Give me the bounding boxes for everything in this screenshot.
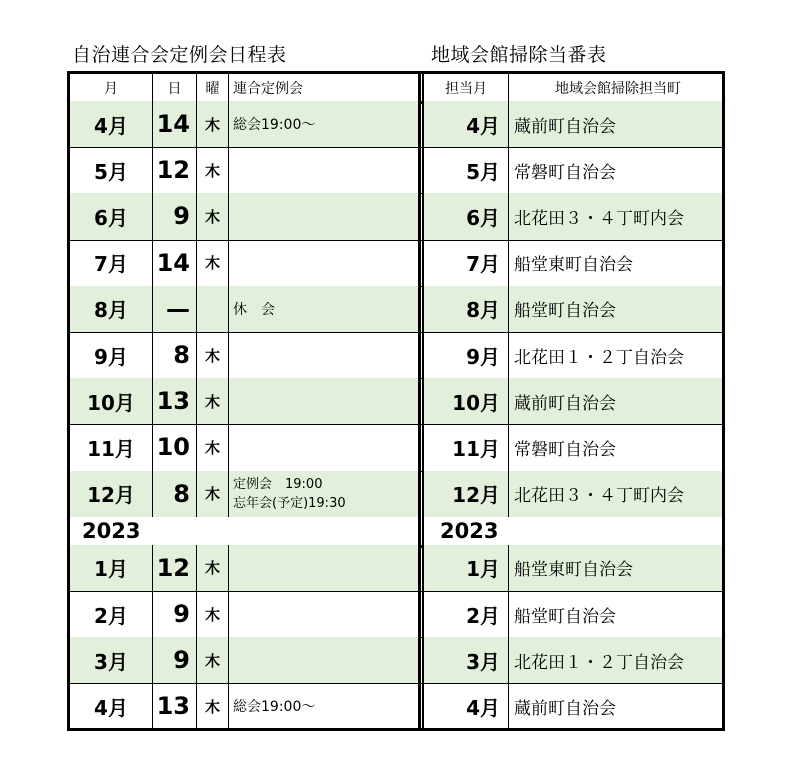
day-cell: 14 xyxy=(152,101,196,147)
weekday-cell: 木 xyxy=(196,637,228,683)
event-cell: 総会19:00～ xyxy=(228,101,418,147)
day-cell: 10 xyxy=(152,424,196,470)
duty-town-cell: 蔵前町自治会 xyxy=(508,101,722,147)
month-cell: 3月 xyxy=(70,637,152,683)
weekday-cell: 木 xyxy=(196,424,228,470)
day-cell: — xyxy=(152,286,196,332)
duty-town-cell: 北花田３・４丁町内会 xyxy=(508,193,722,239)
day-cell: 13 xyxy=(152,378,196,424)
month-cell: 4月 xyxy=(70,101,152,147)
table-row xyxy=(70,240,722,287)
duty-month-cell: 12月 xyxy=(424,471,508,517)
table-row xyxy=(70,286,722,333)
day-cell: 12 xyxy=(152,147,196,193)
weekday-cell: 木 xyxy=(196,471,228,517)
weekday-cell: 木 xyxy=(196,545,228,591)
header-month: 月 xyxy=(104,80,118,97)
table-row xyxy=(70,378,722,425)
year-label-right: 2023 xyxy=(440,518,499,543)
duty-month-cell: 10月 xyxy=(424,378,508,424)
day-cell: 9 xyxy=(152,193,196,239)
event-cell xyxy=(228,471,418,517)
weekday-cell: 木 xyxy=(196,683,228,729)
duty-town-cell: 船堂町自治会 xyxy=(508,286,722,332)
duty-month-cell: 8月 xyxy=(424,286,508,332)
month-cell: 4月 xyxy=(94,695,128,720)
day-cell: 13 xyxy=(152,683,196,729)
weekday-cell: 木 xyxy=(196,378,228,424)
event-cell xyxy=(228,424,418,470)
month-cell: 1月 xyxy=(70,545,152,591)
table-row xyxy=(70,332,722,379)
month-cell: 9月 xyxy=(94,344,128,369)
schedule-title: 自治連合会定例会日程表 xyxy=(72,44,287,66)
month-cell: 12月 xyxy=(70,471,152,517)
month-cell: 8月 xyxy=(70,286,152,332)
schedule-table xyxy=(67,71,725,731)
month-cell: 11月 xyxy=(87,436,135,461)
month-cell: 7月 xyxy=(94,252,128,277)
table-row xyxy=(70,683,722,730)
duty-month-cell: 2月 xyxy=(466,603,500,628)
event-cell xyxy=(228,545,418,591)
event-cell xyxy=(228,378,418,424)
event-cell: 総会19:00～ xyxy=(228,683,418,729)
duty-month-cell: 1月 xyxy=(424,545,508,591)
event-cell xyxy=(228,240,418,286)
day-cell: 12 xyxy=(152,545,196,591)
table-row xyxy=(70,471,722,518)
day-cell: 9 xyxy=(152,591,196,637)
month-cell: 10月 xyxy=(70,378,152,424)
duty-town-cell: 船堂東町自治会 xyxy=(508,545,722,591)
duty-town-cell: 船堂東町自治会 xyxy=(508,240,722,286)
duty-month-cell: 11月 xyxy=(452,436,500,461)
event-line-1: 定例会 19:00 xyxy=(233,476,323,492)
header-duty-month: 担当月 xyxy=(445,80,487,97)
event-cell xyxy=(228,332,418,378)
header-weekday: 曜 xyxy=(196,74,228,101)
event-cell xyxy=(228,193,418,239)
day-cell: 8 xyxy=(152,332,196,378)
month-cell: 6月 xyxy=(70,193,152,239)
event-line-2: 忘年会(予定)19:30 xyxy=(233,495,346,511)
event-cell: 休 会 xyxy=(228,286,418,332)
duty-town-cell: 船堂町自治会 xyxy=(508,591,722,637)
weekday-cell: 木 xyxy=(196,101,228,147)
table-row xyxy=(70,637,722,684)
table-row xyxy=(70,193,722,240)
duty-month-cell: 9月 xyxy=(466,344,500,369)
table-row xyxy=(70,424,722,471)
duty-town-cell: 北花田１・２丁自治会 xyxy=(508,332,722,378)
day-cell: 9 xyxy=(152,637,196,683)
header-duty-town: 地域会館掃除担当町 xyxy=(508,74,722,101)
day-cell: 8 xyxy=(152,471,196,517)
cleaning-duty-title: 地域会館掃除当番表 xyxy=(431,44,607,66)
duty-town-cell: 常磐町自治会 xyxy=(508,147,722,193)
month-cell: 5月 xyxy=(94,159,128,184)
year-label-left: 2023 xyxy=(82,518,141,543)
duty-month-cell: 3月 xyxy=(424,637,508,683)
header-day: 日 xyxy=(152,74,196,101)
event-cell xyxy=(228,591,418,637)
weekday-cell: 木 xyxy=(196,147,228,193)
duty-month-cell: 4月 xyxy=(466,695,500,720)
month-cell: 2月 xyxy=(94,603,128,628)
day-cell: 14 xyxy=(152,240,196,286)
event-cell xyxy=(228,637,418,683)
duty-month-cell: 4月 xyxy=(424,101,508,147)
event-cell xyxy=(228,147,418,193)
duty-month-cell: 5月 xyxy=(466,159,500,184)
duty-town-cell: 北花田１・２丁自治会 xyxy=(508,637,722,683)
table-row xyxy=(70,591,722,638)
table-row xyxy=(70,101,722,148)
header-event: 連合定例会 xyxy=(228,74,418,101)
year-separator-row xyxy=(70,517,722,548)
weekday-cell xyxy=(196,286,228,332)
duty-town-cell: 北花田３・４丁町内会 xyxy=(508,471,722,517)
table-header xyxy=(70,74,722,104)
duty-town-cell: 蔵前町自治会 xyxy=(508,378,722,424)
duty-town-cell: 常磐町自治会 xyxy=(508,424,722,470)
duty-month-cell: 6月 xyxy=(424,193,508,239)
duty-town-cell: 蔵前町自治会 xyxy=(508,683,722,729)
weekday-cell: 木 xyxy=(196,332,228,378)
table-row xyxy=(70,545,722,592)
duty-month-cell: 7月 xyxy=(466,252,500,277)
weekday-cell: 木 xyxy=(196,240,228,286)
double-divider xyxy=(418,74,424,728)
table-row xyxy=(70,147,722,194)
weekday-cell: 木 xyxy=(196,591,228,637)
weekday-cell: 木 xyxy=(196,193,228,239)
